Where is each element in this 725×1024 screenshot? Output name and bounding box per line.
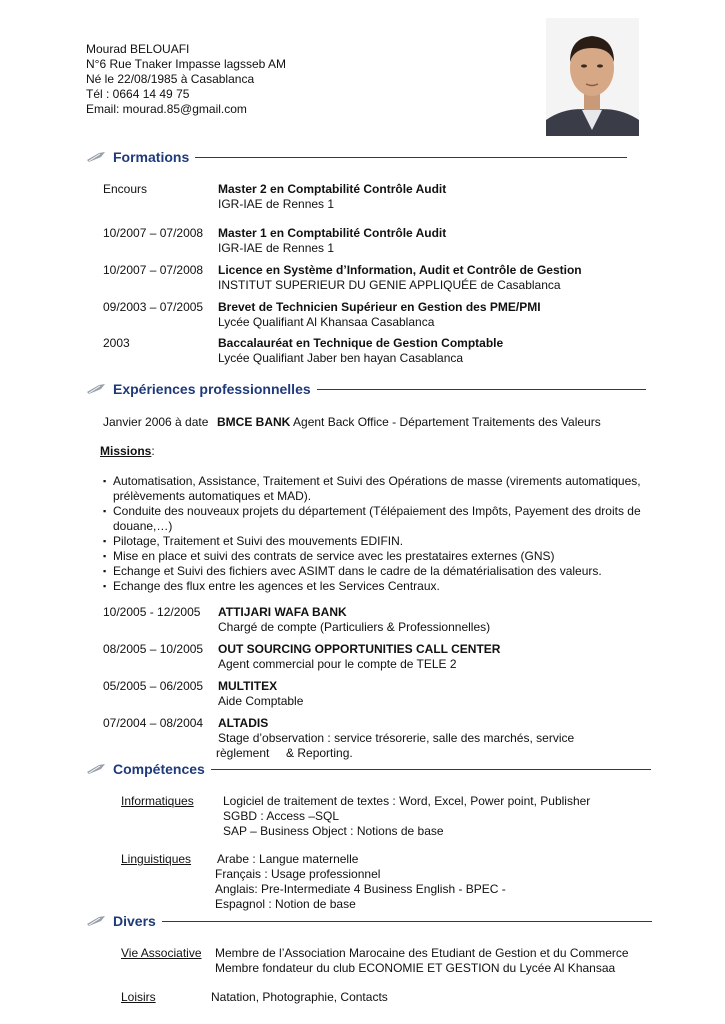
experience-entry: [216, 716, 574, 761]
list-item: Espagnol : Notion de base: [215, 897, 356, 911]
formation-date: Encours: [103, 182, 148, 196]
candidate-name: Mourad BELOUAFI: [86, 42, 190, 56]
company-name: ALTADIS: [218, 716, 269, 730]
formation-school: Lycée Qualifiant Jaber ben hayan Casablanca: [218, 351, 464, 365]
birth-info: Né le 22/08/1985 à Casablanca: [86, 72, 255, 86]
formation-date: 2003: [103, 336, 130, 350]
company-name: ATTIJARI WAFA BANK: [218, 605, 347, 619]
informatique-list: [223, 794, 590, 839]
section-divider: [162, 921, 652, 922]
job-role: Aide Comptable: [218, 694, 304, 708]
experience-date: 08/2005 – 10/2005: [103, 642, 204, 656]
linguistique-label: Linguistiques: [121, 852, 192, 866]
job-role-continued: règlement & Reporting.: [216, 746, 353, 760]
linguistique-list: [215, 852, 506, 912]
section-formations: [86, 148, 627, 166]
pen-nib-icon: [86, 915, 106, 927]
section-divider: [195, 157, 627, 158]
experience-current: [217, 415, 601, 429]
formation-date: 10/2007 – 07/2008: [103, 226, 204, 240]
formation-degree: Baccalauréat en Technique de Gestion Comptable: [218, 336, 504, 350]
section-divider: [211, 769, 651, 770]
list-item: ▪ Echange et Suivi des fichiers avec ASIMT dans le cadre de la dématérialisation des valeurs.: [103, 564, 643, 579]
section-competences: [86, 760, 651, 778]
profile-photo: [546, 18, 639, 136]
experience-entry: [218, 605, 490, 635]
formation-school: IGR-IAE de Rennes 1: [218, 197, 335, 211]
missions-heading: [100, 444, 155, 458]
list-item: SAP – Business Object : Notions de base: [223, 824, 444, 838]
missions-list: [103, 474, 643, 594]
list-item: ▪ Conduite des nouveaux projets du département (Télépaiement des Impôts, Payement des droits de douane,…): [103, 504, 643, 534]
experience-date: Janvier 2006 à date: [103, 415, 209, 429]
list-item: Logiciel de traitement de textes : Word, Excel, Power point, Publisher: [223, 794, 591, 808]
formation-degree: Master 2 en Comptabilité Contrôle Audit: [218, 182, 447, 196]
job-role: Stage d’observation : service trésorerie, salle des marchés, service: [218, 731, 575, 745]
experience-date: 10/2005 - 12/2005: [103, 605, 201, 619]
formation-entry: [218, 300, 541, 330]
list-item: SGBD : Access –SQL: [223, 809, 340, 823]
address: N°6 Rue Tnaker Impasse lagsseb AM: [86, 57, 287, 71]
formation-school: IGR-IAE de Rennes 1: [218, 241, 335, 255]
email: Email: mourad.85@gmail.com: [86, 102, 247, 116]
associative-label: Vie Associative: [121, 946, 202, 960]
list-item: Membre de l’Association Marocaine des Etudiant de Gestion et du Commerce: [215, 946, 629, 960]
formation-entry: [218, 182, 446, 212]
job-role: Chargé de compte (Particuliers & Professionnelles): [218, 620, 491, 634]
informatique-label: Informatiques: [121, 794, 194, 808]
phone: Tél : 0664 14 49 75: [86, 87, 190, 101]
list-item: ▪ Pilotage, Traitement et Suivi des mouvements EDIFIN.: [103, 534, 643, 549]
formation-degree: Master 1 en Comptabilité Contrôle Audit: [218, 226, 447, 240]
section-divider: [317, 389, 646, 390]
section-divers: [86, 912, 652, 930]
associative-list: [215, 946, 629, 976]
formation-entry: [218, 226, 446, 256]
list-item: ▪ Automatisation, Assistance, Traitement et Suivi des Opérations de masse (virements automatiques, prélèvements automatiques et MAD).: [103, 474, 643, 504]
experience-entry: [218, 642, 500, 672]
experience-date: 05/2005 – 06/2005: [103, 679, 204, 693]
company-name: MULTITEX: [218, 679, 278, 693]
formation-degree: Brevet de Technicien Supérieur en Gestion des PME/PMI: [218, 300, 541, 314]
list-item: Français : Usage professionnel: [215, 867, 381, 881]
loisirs-value: Natation, Photographie, Contacts: [211, 990, 388, 1004]
section-experiences: [86, 380, 646, 398]
pen-nib-icon: [86, 151, 106, 163]
formation-degree: Licence en Système d’Information, Audit et Contrôle de Gestion: [218, 263, 582, 277]
list-item: ▪ Echange des flux entre les agences et les Services Centraux.: [103, 579, 643, 594]
missions-label: Missions: [100, 444, 152, 458]
company-name: BMCE BANK: [217, 415, 291, 429]
list-item: Anglais: Pre-Intermediate 4 Business English - BPEC -: [215, 882, 506, 896]
list-item: ▪ Mise en place et suivi des contrats de service avec les prestataires externes (GNS): [103, 549, 643, 564]
contact-block: [86, 42, 286, 117]
experience-date: 07/2004 – 08/2004: [103, 716, 204, 730]
section-title: Formations: [113, 149, 190, 165]
section-title: Divers: [113, 913, 156, 929]
loisirs-label: Loisirs: [121, 990, 156, 1004]
pen-nib-icon: [86, 763, 106, 775]
section-title: Expériences professionnelles: [113, 381, 311, 397]
formation-school: Lycée Qualifiant Al Khansaa Casablanca: [218, 315, 435, 329]
formation-school: INSTITUT SUPERIEUR DU GENIE APPLIQUÉE de Casablanca: [218, 278, 561, 292]
list-item: Membre fondateur du club ECONOMIE ET GESTION du Lycée Al Khansaa: [215, 961, 616, 975]
experience-entry: [218, 679, 303, 709]
section-title: Compétences: [113, 761, 205, 777]
job-role: Agent commercial pour le compte de TELE 2: [218, 657, 457, 671]
company-name: OUT SOURCING OPPORTUNITIES CALL CENTER: [218, 642, 501, 656]
formation-date: 09/2003 – 07/2005: [103, 300, 204, 314]
formation-date: 10/2007 – 07/2008: [103, 263, 204, 277]
job-role: Agent Back Office - Département Traitements des Valeurs: [290, 415, 601, 429]
missions-colon: :: [151, 444, 155, 458]
formation-entry: [218, 336, 503, 366]
list-item: Arabe : Langue maternelle: [217, 852, 359, 866]
formation-entry: [218, 263, 582, 293]
pen-nib-icon: [86, 383, 106, 395]
